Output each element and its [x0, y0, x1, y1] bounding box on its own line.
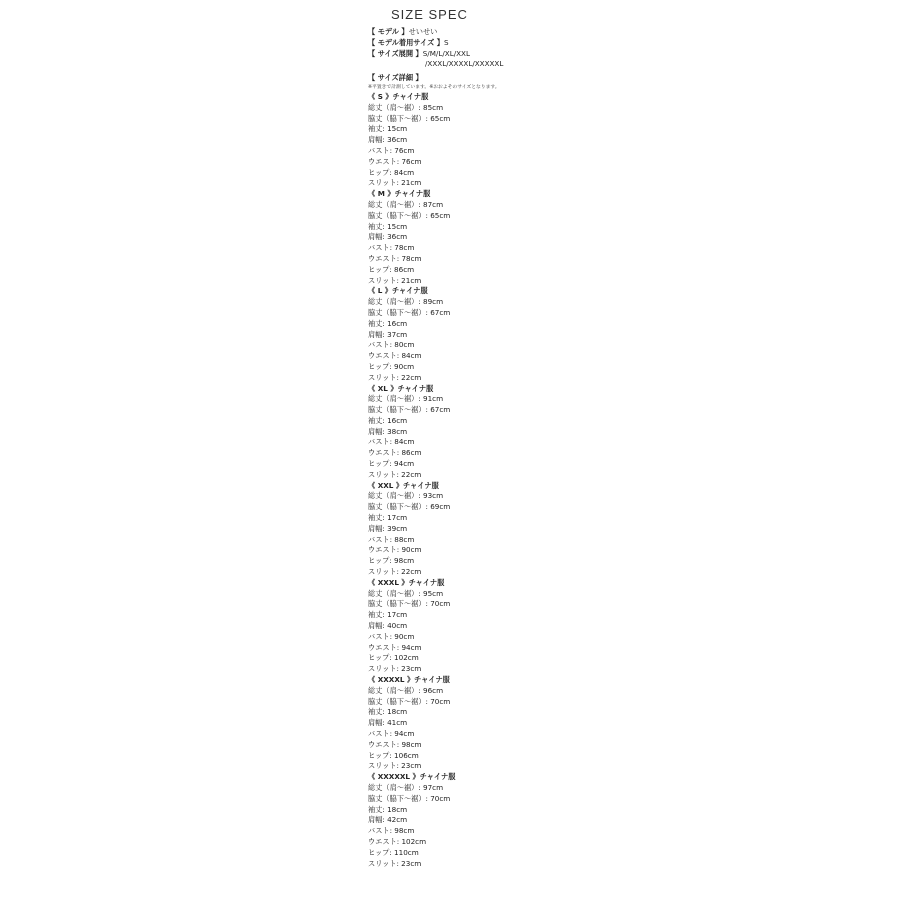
size-row-slit: スリット: 23cm: [368, 761, 422, 771]
size-row-side-length: 脇丈（脇下〜裾）: 69cm: [368, 502, 451, 512]
size-row-hip: ヒップ: 94cm: [368, 459, 415, 469]
size-row-shoulder: 肩幅: 40cm: [368, 621, 408, 631]
size-heading: 《 M 》チャイナ服: [368, 189, 431, 199]
size-detail-label: 【 サイズ詳細 】: [368, 73, 423, 83]
size-row-shoulder: 肩幅: 39cm: [368, 523, 408, 533]
size-row-waist: ウエスト: 90cm: [368, 545, 422, 555]
size-row-slit: スリット: 22cm: [368, 567, 422, 577]
size-row-slit: スリット: 21cm: [368, 178, 422, 188]
size-row-length: 総丈（肩〜裾）: 85cm: [368, 102, 444, 112]
size-row-bust: バスト: 80cm: [368, 340, 415, 350]
size-heading: 《 XXXXXL 》チャイナ服: [368, 772, 456, 782]
size-row-sleeve: 袖丈: 16cm: [368, 415, 408, 425]
size-row-side-length: 脇丈（脇下〜裾）: 70cm: [368, 793, 451, 803]
size-row-length: 総丈（肩〜裾）: 95cm: [368, 588, 444, 598]
size-row-waist: ウエスト: 84cm: [368, 351, 422, 361]
size-row-hip: ヒップ: 86cm: [368, 264, 415, 274]
spec-content: [368, 27, 628, 869]
size-row-waist: ウエスト: 76cm: [368, 156, 422, 166]
model-size-row: [368, 38, 628, 49]
size-block: [368, 675, 628, 772]
size-heading: 《 XL 》チャイナ服: [368, 383, 434, 393]
size-heading: 《 XXXXL 》チャイナ服: [368, 675, 450, 685]
size-row-sleeve: 袖丈: 15cm: [368, 221, 408, 231]
size-range-value-1: S/M/L/XL/XXL: [422, 48, 470, 58]
size-row-side-length: 脇丈（脇下〜裾）: 65cm: [368, 210, 451, 220]
size-blocks: [368, 92, 628, 869]
size-row-sleeve: 袖丈: 16cm: [368, 318, 408, 328]
size-row-sleeve: 袖丈: 17cm: [368, 513, 408, 523]
size-row-length: 総丈（肩〜裾）: 96cm: [368, 685, 444, 695]
size-range-row: [368, 49, 628, 60]
size-row-waist: ウエスト: 98cm: [368, 739, 422, 749]
size-block: [368, 286, 628, 383]
size-row-length: 総丈（肩〜裾）: 87cm: [368, 199, 444, 209]
size-row-sleeve: 袖丈: 15cm: [368, 124, 408, 134]
size-row-side-length: 脇丈（脇下〜裾）: 67cm: [368, 405, 451, 415]
size-row-waist: ウエスト: 94cm: [368, 642, 422, 652]
size-detail-note: ※平置きで計測しています。※おおよそのサイズとなります。: [368, 84, 500, 90]
size-row-hip: ヒップ: 98cm: [368, 556, 415, 566]
size-row-hip: ヒップ: 84cm: [368, 167, 415, 177]
size-block: [368, 772, 628, 869]
size-row-sleeve: 袖丈: 18cm: [368, 707, 408, 717]
model-size-label: 【 モデル着用サイズ 】: [368, 37, 444, 47]
model-label: 【 モデル 】: [368, 27, 409, 36]
size-heading: 《 L 》チャイナ服: [368, 286, 428, 296]
size-row-shoulder: 肩幅: 42cm: [368, 815, 408, 825]
size-row-shoulder: 肩幅: 41cm: [368, 718, 408, 728]
size-block: [368, 578, 628, 675]
size-block: [368, 189, 628, 286]
size-row-slit: スリット: 21cm: [368, 275, 422, 285]
size-row-shoulder: 肩幅: 37cm: [368, 329, 408, 339]
size-row-bust: バスト: 78cm: [368, 243, 415, 253]
size-row-waist: ウエスト: 78cm: [368, 253, 422, 263]
size-row-slit: スリット: 22cm: [368, 469, 422, 479]
size-row-side-length: 脇丈（脇下〜裾）: 70cm: [368, 599, 451, 609]
size-row-hip: ヒップ: 102cm: [368, 653, 419, 663]
size-row-side-length: 脇丈（脇下〜裾）: 70cm: [368, 696, 451, 706]
size-heading: 《 S 》チャイナ服: [368, 91, 429, 101]
size-block: [368, 92, 628, 189]
size-row-bust: バスト: 76cm: [368, 145, 415, 155]
model-size-value: S: [443, 37, 449, 47]
size-row-hip: ヒップ: 106cm: [368, 750, 419, 760]
model-value: せいせい: [408, 27, 438, 36]
size-row-shoulder: 肩幅: 36cm: [368, 232, 408, 242]
size-row-sleeve: 袖丈: 18cm: [368, 804, 408, 814]
size-row-hip: ヒップ: 110cm: [368, 847, 419, 857]
size-row-hip: ヒップ: 90cm: [368, 361, 415, 371]
size-row-length: 総丈（肩〜裾）: 93cm: [368, 491, 444, 501]
size-row-bust: バスト: 88cm: [368, 534, 415, 544]
size-row-slit: スリット: 22cm: [368, 372, 422, 382]
size-row-waist: ウエスト: 86cm: [368, 448, 422, 458]
size-row-slit: スリット: 23cm: [368, 664, 422, 674]
size-row-length: 総丈（肩〜裾）: 97cm: [368, 782, 444, 792]
size-row-shoulder: 肩幅: 36cm: [368, 135, 408, 145]
size-row-waist: ウエスト: 102cm: [368, 836, 427, 846]
size-range-value-2: /XXXL/XXXXL/XXXXXL: [425, 59, 504, 69]
size-block: [368, 481, 628, 578]
size-heading: 《 XXXL 》チャイナ服: [368, 577, 445, 587]
size-range-row-2: [368, 59, 628, 70]
size-row-sleeve: 袖丈: 17cm: [368, 610, 408, 620]
size-block: [368, 384, 628, 481]
size-range-label: 【 サイズ展開 】: [368, 48, 423, 58]
size-row-bust: バスト: 98cm: [368, 826, 415, 836]
size-row-bust: バスト: 90cm: [368, 631, 415, 641]
size-heading: 《 XXL 》チャイナ服: [368, 480, 439, 490]
model-row: [368, 27, 628, 38]
size-row-shoulder: 肩幅: 38cm: [368, 426, 408, 436]
size-row-side-length: 脇丈（脇下〜裾）: 67cm: [368, 307, 451, 317]
size-row-length: 総丈（肩〜裾）: 91cm: [368, 394, 444, 404]
size-row-slit: スリット: 23cm: [368, 858, 422, 868]
size-row-bust: バスト: 94cm: [368, 729, 415, 738]
page-title: SIZE SPEC: [391, 7, 468, 22]
size-row-side-length: 脇丈（脇下〜裾）: 65cm: [368, 113, 451, 123]
size-row-length: 総丈（肩〜裾）: 89cm: [368, 297, 444, 307]
size-row-bust: バスト: 84cm: [368, 437, 415, 447]
